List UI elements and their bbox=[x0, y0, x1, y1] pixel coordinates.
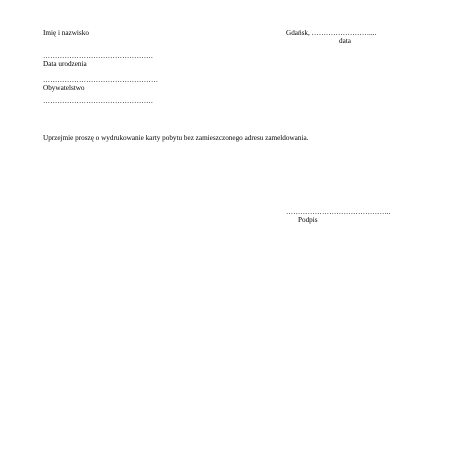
name-label: Imię i nazwisko bbox=[43, 29, 89, 37]
name-blank-line: ………………………………………. bbox=[43, 52, 153, 60]
signature-line: …………………………………….. bbox=[286, 208, 391, 216]
date-label: data bbox=[339, 37, 351, 45]
citizenship-label: Obywatelstwo bbox=[43, 84, 85, 92]
citizenship-blank-line: ………………………………………. bbox=[43, 97, 153, 105]
request-body-text: Uprzejmie proszę o wydrukowanie karty pobytu bez zamieszczonego adresu zameldowania. bbox=[43, 134, 309, 142]
birthdate-blank-line: ………………………………………… bbox=[43, 76, 159, 84]
signature-label: Podpis bbox=[298, 216, 318, 224]
birthdate-label: Data urodzenia bbox=[43, 60, 87, 68]
place-date-line: Gdańsk, …………………….... bbox=[286, 29, 377, 37]
